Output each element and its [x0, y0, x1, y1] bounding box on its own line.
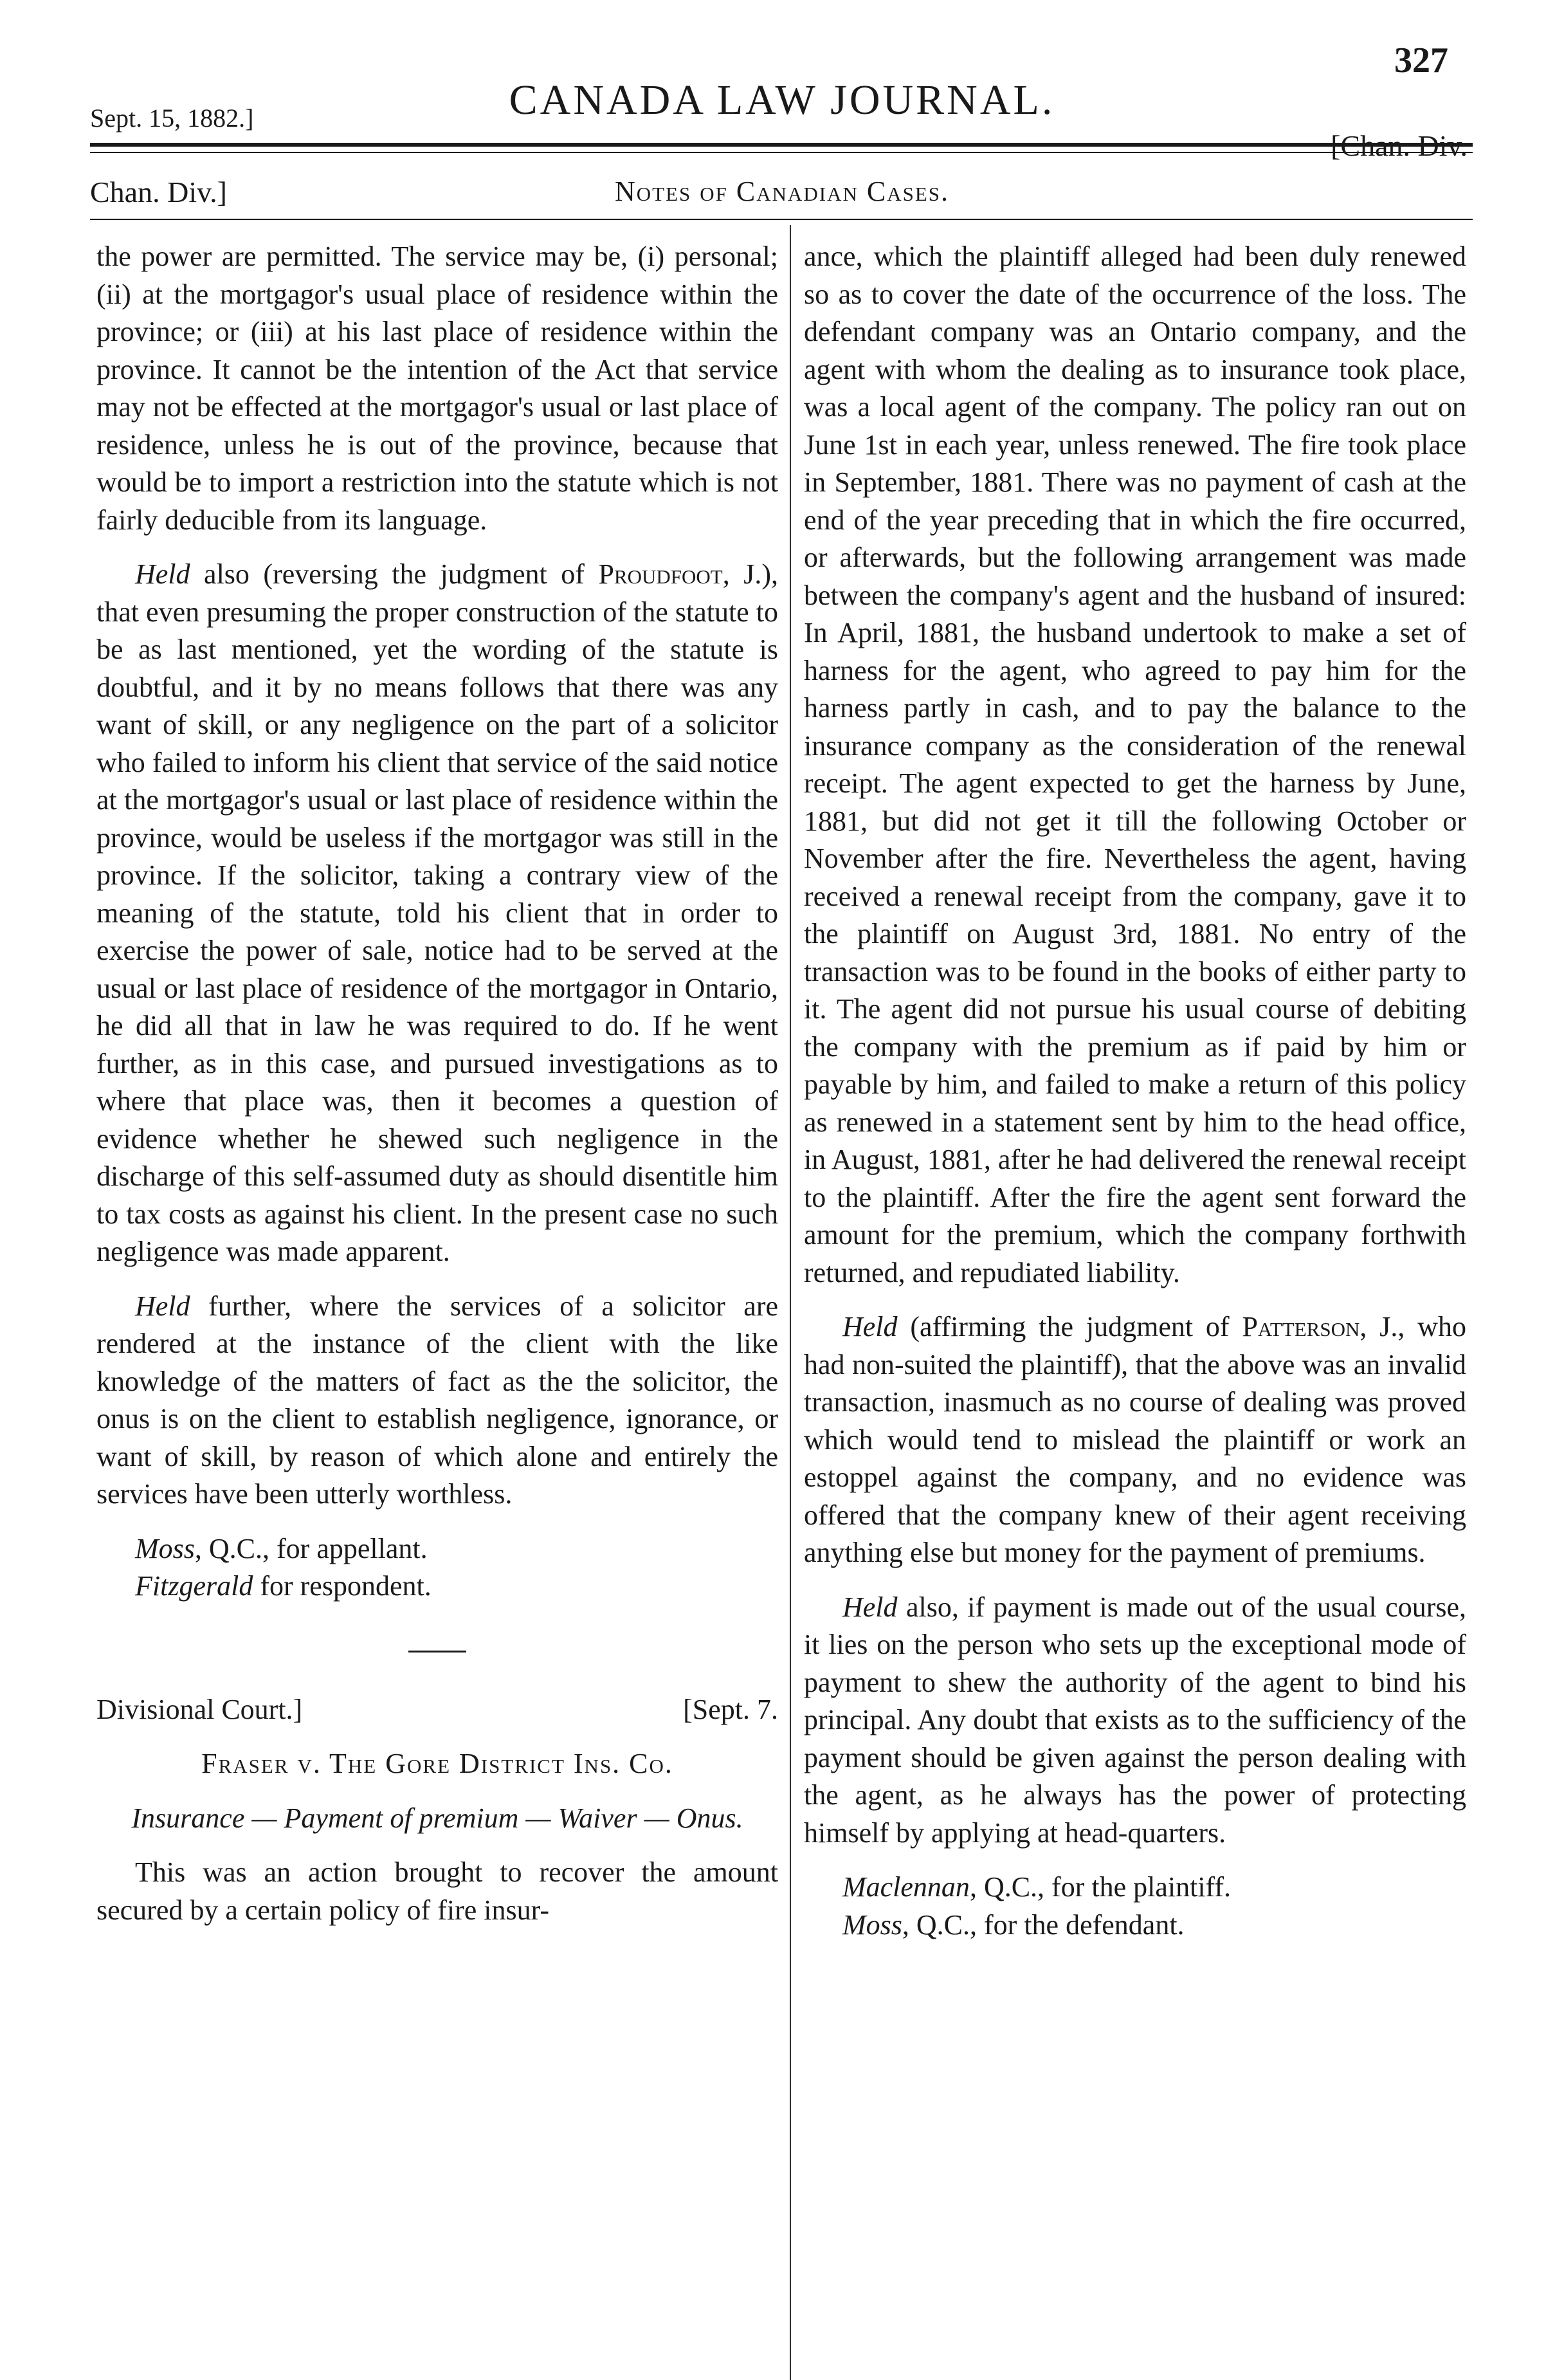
counsel-name: Moss	[135, 1532, 195, 1564]
right-column	[804, 238, 1466, 1944]
paragraph-text: (affirming the judgment of	[897, 1311, 1242, 1342]
paragraph: ance, which the plaintiff alleged had been duly renewed so as to cover the date of the occurrence of the loss. The defendant company was an Ontario company, and the agent with whom the dealing as to insurance took place, was a local agent of the company. The policy ran out on June 1st in each year, unless renewed. The fire took place in September, 1881. There was no payment of cash at the end of the year preceding that in which the fire occurred, or afterwards, but the following arrangement was made between the company's agent and the husband of insured: In April, 1881, the husband undertook to make a set of harness for the agent, who agreed to pay him for the harness partly in cash, and to pay the balance to the insurance company as the consideration of the renewal receipt. The agent expected to get the harness by June, 1881, but did not get it till the following October or November after the fire. Nevertheless the agent, having received a renewal receipt from the company, gave it to the plaintiff on August 3rd, 1881. No entry of the transaction was to be found in the books of either party to it. The agent did not pursue his usual course of debiting the company with the premium as if paid by him or payable by him, and failed to make a return of this policy as renewed in a statement sent by him to the head office, in August, 1881, after he had delivered the renewal receipt to the plaintiff. After the fire the agent sent forward the amount for the premium, which the company forthwith returned, and repudiated liability.	[804, 241, 1466, 1288]
paragraph-text: further, where the services of a solicitor are rendered at the instance of the client with the like knowledge of the matters of fact as the the solicitor, the onus is on the client to establish negligence, ignorance, or want of skill, by reason of which alone and entirely the services have been utterly worthless.	[96, 1290, 778, 1510]
section-title: Notes of Canadian Cases.	[614, 176, 950, 207]
paragraph-text: also (reversing the judgment of	[190, 558, 599, 590]
paragraph-text: , J., who had non-suited the plaintiff), that the above was an invalid transaction, inasmuch as no course of dealing was proved which would tend to mislead the plaintiff or work an estoppel against the company, and no evidence was offered that the company knew of their agent receiving anything else but money for the payment of premiums.	[804, 1311, 1466, 1568]
division-label-right: [Chan. Div.	[1331, 129, 1468, 162]
division-label-left: Chan. Div.]	[90, 176, 227, 208]
paragraph-text: , J.), that even presuming the proper construction of the statute to be as last mentioned, yet the wording of the statute is doubtful, and it by no means follows that there was any want of skill, or any negligence on the part of a solicitor who failed to inform his client that service of the said notice at the mortgagor's usual or last place of residence within the province, would be useless if the mortgagor was still in the province. If the solicitor, taking a contrary view of the meaning of the statute, told his client that in order to exercise the power of sale, notice had to be served at the usual or last place of residence of the mortgagor in Ontario, he did all that in law he was required to do. If he went further, as in this case, and pursued investigations as to where that place was, then it becomes a question of evidence whether he shewed such negligence in the discharge of this self-assumed duty as should disentitle him to tax costs as against his client. In the present case no such negligence was made apparent.	[96, 558, 778, 1267]
counsel-line	[804, 1869, 1466, 1907]
counsel-role: , Q.C., for appellant.	[194, 1532, 428, 1564]
held-lead: Held	[842, 1591, 898, 1623]
counsel-role: , Q.C., for the plaintiff.	[969, 1871, 1232, 1903]
decision-date: [Sept. 7.	[683, 1693, 778, 1725]
issue-date: Sept. 15, 1882.]	[90, 104, 254, 133]
paragraph: This was an action brought to recover the amount secured by a certain policy of fire insur-	[96, 1856, 778, 1926]
case-headnote: Insurance — Payment of premium — Waiver — Onus.	[131, 1802, 743, 1834]
held-paragraph	[804, 1308, 1466, 1572]
subheader-rule	[90, 219, 1473, 220]
judge-name: Proudfoot	[598, 558, 723, 590]
held-lead: Held	[842, 1311, 898, 1342]
held-paragraph	[804, 1589, 1466, 1853]
court-line	[96, 1691, 778, 1729]
counsel-name: Maclennan	[842, 1871, 970, 1903]
paragraph: the power are permitted. The service may be, (i) personal; (ii) at the mortgagor's usual place of residence within the province; or (iii) at his last place of residence within the province. It cannot be the intention of the Act that service may not be effected at the mortgagor's usual or last place of residence, unless he is out of the province, because that would be to import a restriction into the statute which is not fairly deducible from its language.	[96, 241, 778, 536]
held-paragraph	[96, 556, 778, 1271]
header-rule-thin	[90, 152, 1473, 153]
counsel-role: for respondent.	[253, 1570, 432, 1602]
left-column	[96, 238, 778, 1929]
counsel-line	[804, 1907, 1466, 1945]
paragraph-text: also, if payment is made out of the usual course, it lies on the person who sets up the exceptional mode of payment to shew the authority of the agent to bind his principal. Any doubt that exists as to the sufficiency of the payment should be given against the person dealing with the agent, as he always has the power of protecting himself by applying at head-quarters.	[804, 1591, 1466, 1849]
column-divider	[790, 225, 791, 2380]
counsel-name: Moss	[842, 1909, 902, 1941]
header-rule-thick	[90, 143, 1473, 147]
counsel-line	[96, 1568, 778, 1606]
held-paragraph	[96, 1288, 778, 1514]
case-title: Fraser v. The Gore District Ins. Co.	[201, 1748, 673, 1779]
case-divider	[408, 1651, 466, 1652]
page-number: 327	[1394, 41, 1448, 80]
journal-title: CANADA LAW JOURNAL.	[509, 77, 1055, 124]
counsel-name: Fitzgerald	[135, 1570, 253, 1602]
judge-name: Patterson	[1242, 1311, 1360, 1342]
held-lead: Held	[135, 558, 190, 590]
counsel-line	[96, 1530, 778, 1568]
counsel-role: , Q.C., for the defendant.	[902, 1909, 1185, 1941]
court-name: Divisional Court.]	[96, 1693, 303, 1725]
held-lead: Held	[135, 1290, 190, 1322]
